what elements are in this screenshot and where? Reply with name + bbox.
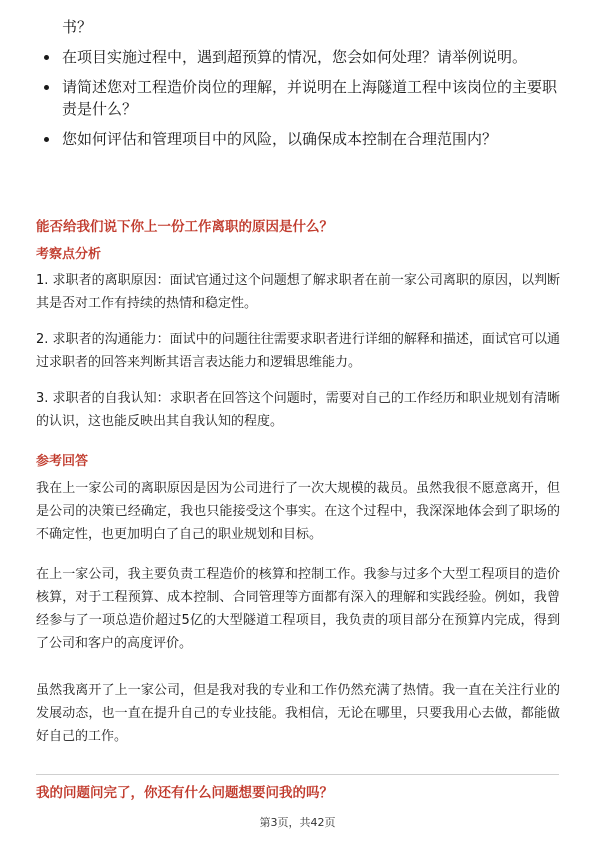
answer-heading: 参考回答 (36, 454, 89, 469)
list-item (40, 46, 560, 68)
list-item (40, 76, 560, 120)
next-question-title: 我的问题问完了，你还有什么问题想要问我的吗？ (36, 785, 333, 801)
list-item-text: 您如何评估和管理项目中的风险，以确保成本控制在合理范围内？ (62, 130, 498, 148)
bullet-icon (44, 85, 49, 90)
analysis-heading: 考察点分析 (36, 247, 102, 262)
analysis-point-2: 2. 求职者的沟通能力：面试中的问题往往需要求职者进行详细的解释和描述，面试官可以通过求职者的回答来判断其语言表达能力和逻辑思维能力。 (36, 332, 560, 370)
question-list (40, 16, 560, 158)
bullet-icon (44, 137, 49, 142)
analysis-point-1: 1. 求职者的离职原因：面试官通过这个问题想了解求职者在前一家公司离职的原因，以判断其是否对工作有持续的热情和稳定性。 (36, 273, 560, 311)
section-divider (36, 774, 559, 775)
list-item-text: 请简述您对工程造价岗位的理解，并说明在上海隧道工程中该岗位的主要职责是什么？ (62, 78, 558, 118)
list-item-text: 书？ (62, 18, 93, 36)
page-number: 第3页，共42页 (259, 816, 336, 829)
bullet-icon (44, 55, 49, 60)
answer-paragraph-3: 虽然我离开了上一家公司，但是我对我的专业和工作仍然充满了热情。我一直在关注行业的发展动态，也一直在提升自己的专业技能。我相信，无论在哪里，只要我用心去做，都能做好自己的工作。 (36, 683, 560, 744)
answer-paragraph-2: 在上一家公司，我主要负责工程造价的核算和控制工作。我参与过多个大型工程项目的造价核算，对于工程预算、成本控制、合同管理等方面都有深入的理解和实践经验。例如，我曾经参与了一项总造价超过5亿的大型隧道工程项目，我负责的项目部分在预算内完成，得到了公司和客户的高度评价。 (36, 567, 560, 651)
question-title: 能否给我们说下你上一份工作离职的原因是什么？ (36, 219, 333, 235)
analysis-point-3: 3. 求职者的自我认知：求职者在回答这个问题时，需要对自己的工作经历和职业规划有清晰的认识，这也能反映出其自我认知的程度。 (36, 391, 560, 429)
answer-paragraph-1: 我在上一家公司的离职原因是因为公司进行了一次大规模的裁员。虽然我很不愿意离开，但是公司的决策已经确定，我也只能接受这个事实。在这个过程中，我深深地体会到了职场的不确定性，也更加明白了自己的职业规划和目标。 (36, 481, 560, 542)
list-item (40, 128, 560, 150)
list-item-text: 在项目实施过程中，遇到超预算的情况，您会如何处理？请举例说明。 (62, 48, 528, 66)
list-item (40, 16, 560, 38)
